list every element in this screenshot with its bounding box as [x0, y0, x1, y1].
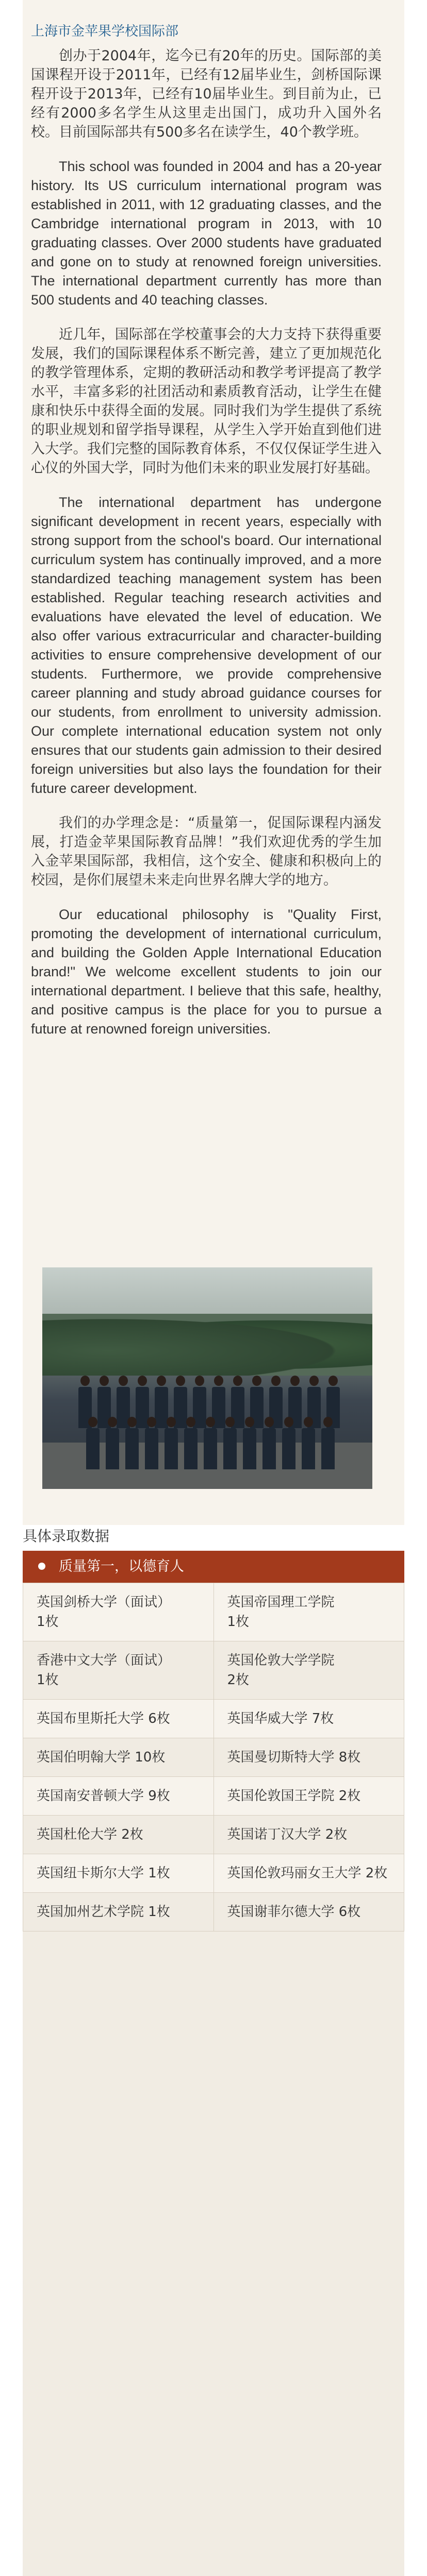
table-cell — [213, 1893, 404, 1931]
photo-person — [184, 1417, 198, 1469]
table-cell-text: 英国伦敦玛丽女王大学 2枚 — [227, 1866, 388, 1881]
group-photo — [42, 1267, 372, 1489]
intro-paragraph-zh-1: 创办于2004年，迄今已有20年的历史。国际部的美国课程开设于2011年，已经有12届毕业生，剑桥国际课程开设于2013年，已经有10届毕业生。到目前为止，已经有2000多名学生从这里走出国门，成功升入国外名校。目前国际部共有500多名在读学生，40个教学班。 — [31, 48, 382, 140]
table-cell-text: 英国伯明翰大学 10枚 — [37, 1750, 166, 1765]
table-cell — [23, 1893, 214, 1931]
table-cell-text: 英国剑桥大学（面试） — [37, 1595, 171, 1610]
intro-paragraph-en-2: The international department has undergone significant development in recent years, especially with strong support from the school's board. Our international curriculum system has continually improved, and a more standardized teaching management system has been established. Regular teaching research activities and evaluations have elevated the level of education. We also offer various extracurricular and character-building activities to ensure comprehensive development of our students. Furthermore, we provide comprehensive career planning and study abroad guidance courses for our students, from enrollment to university admission. Our complete international education system not only ensures that our students gain admission to their desired foreign universities but also lays the foundation for their future career development. — [31, 495, 382, 796]
table-cell — [23, 1854, 214, 1893]
photo-person — [165, 1417, 178, 1469]
photo-row-front — [73, 1417, 341, 1473]
table-cell — [213, 1700, 404, 1738]
photo-trees — [42, 1314, 372, 1376]
photo-person — [321, 1417, 335, 1469]
table-cell — [213, 1854, 404, 1893]
intro-content — [31, 46, 382, 1054]
table-cell — [23, 1777, 214, 1816]
table-cell — [213, 1641, 404, 1700]
photo-person — [86, 1417, 100, 1469]
table-cell-text: 英国诺丁汉大学 2枚 — [227, 1827, 348, 1842]
bullet-icon — [38, 1563, 45, 1570]
table-cell — [213, 1738, 404, 1777]
table-cell — [213, 1816, 404, 1854]
admission-table-header — [23, 1551, 404, 1583]
table-cell-text: 英国加州艺术学院 1枚 — [37, 1904, 170, 1920]
intro-paragraph-zh-2: 近几年，国际部在学校董事会的大力支持下获得重要发展，我们的国际课程体系不断完善，建立了更加规范化的教学管理体系，定期的教研活动和教学考评提高了教学水平，丰富多彩的社团活动和素质教育活动，让学生在健康和快乐中获得全面的发展。同时我们为学生提供了系统的职业规划和留学指导课程，从学生入学开始直到他们进入大学。我们完整的国际教育体系，不仅仅保证学生进入心仪的外国大学，同时为他们未来的职业发展打好基础。 — [31, 327, 382, 476]
table-row — [23, 1854, 404, 1893]
photo-person — [106, 1417, 119, 1469]
table-cell-text: 英国华威大学 7枚 — [227, 1711, 334, 1726]
photo-person — [243, 1417, 256, 1469]
table-cell — [23, 1700, 214, 1738]
intro-paragraph-zh-3: 我们的办学理念是：“质量第一，促国际课程内涵发展，打造金苹果国际教育品牌！”我们欢迎优秀的学生加入金苹果国际部，我相信，这个安全、健康和积极向上的校园，是你们展望未来走向世界名牌大学的地方。 — [31, 815, 382, 888]
table-cell — [213, 1583, 404, 1641]
photo-person — [302, 1417, 315, 1469]
table-cell-text: 英国帝国理工学院 — [227, 1595, 335, 1610]
admission-table — [23, 1583, 404, 1931]
table-row — [23, 1738, 404, 1777]
table-row — [23, 1816, 404, 1854]
photo-person — [145, 1417, 158, 1469]
table-cell-text: 英国谢菲尔德大学 6枚 — [227, 1904, 361, 1920]
table-cell-text: 1枚 — [37, 1672, 59, 1688]
admission-section-title: 具体录取数据 — [23, 1528, 110, 1545]
photo-person — [262, 1417, 276, 1469]
admission-table-wrap — [23, 1583, 404, 2576]
table-cell — [23, 1816, 214, 1854]
table-cell-text: 英国南安普顿大学 9枚 — [37, 1788, 170, 1804]
table-cell-text: 英国布里斯托大学 6枚 — [37, 1711, 170, 1726]
photo-person — [223, 1417, 237, 1469]
intro-paragraph-en-1: This school was founded in 2004 and has a 20-year history. Its US curriculum international program was established in 2011, with 12 graduating classes, and the Cambridge international program in 2013, with 10 graduating classes. Over 2000 students have graduated and gone on to study at renowned foreign universities. The international department currently has more than 500 students and 40 teaching classes. — [31, 159, 382, 308]
table-row — [23, 1893, 404, 1931]
breadcrumb[interactable]: 上海市金苹果学校国际部 — [31, 24, 179, 39]
table-row — [23, 1641, 404, 1700]
table-cell-text: 英国曼切斯特大学 8枚 — [227, 1750, 361, 1765]
table-cell — [23, 1583, 214, 1641]
admission-table-title: 质量第一，以德育人 — [59, 1558, 184, 1574]
table-cell-text: 英国伦敦大学学院 — [227, 1653, 335, 1668]
table-cell-text: 1枚 — [37, 1614, 59, 1630]
table-cell-text: 2枚 — [227, 1672, 250, 1688]
table-cell-text: 香港中文大学（面试） — [37, 1653, 171, 1668]
table-cell-text: 英国纽卡斯尔大学 1枚 — [37, 1866, 170, 1881]
table-cell — [213, 1777, 404, 1816]
table-row — [23, 1777, 404, 1816]
table-row — [23, 1700, 404, 1738]
table-cell-text: 英国伦敦国王学院 2枚 — [227, 1788, 361, 1804]
table-cell-text: 英国杜伦大学 2枚 — [37, 1827, 143, 1842]
photo-person — [125, 1417, 139, 1469]
table-row — [23, 1583, 404, 1641]
table-cell-text: 1枚 — [227, 1614, 250, 1630]
intro-paragraph-en-3: Our educational philosophy is "Quality First, promoting the development of international curriculum, and building the Golden Apple International Education brand!" We welcome excellent students to join our international department. I believe that this safe, healthy, and positive campus is the place for you to pursue a future at renowned foreign universities. — [31, 907, 382, 1037]
table-cell — [23, 1641, 214, 1700]
table-cell — [23, 1738, 214, 1777]
photo-person — [282, 1417, 295, 1469]
photo-person — [204, 1417, 217, 1469]
